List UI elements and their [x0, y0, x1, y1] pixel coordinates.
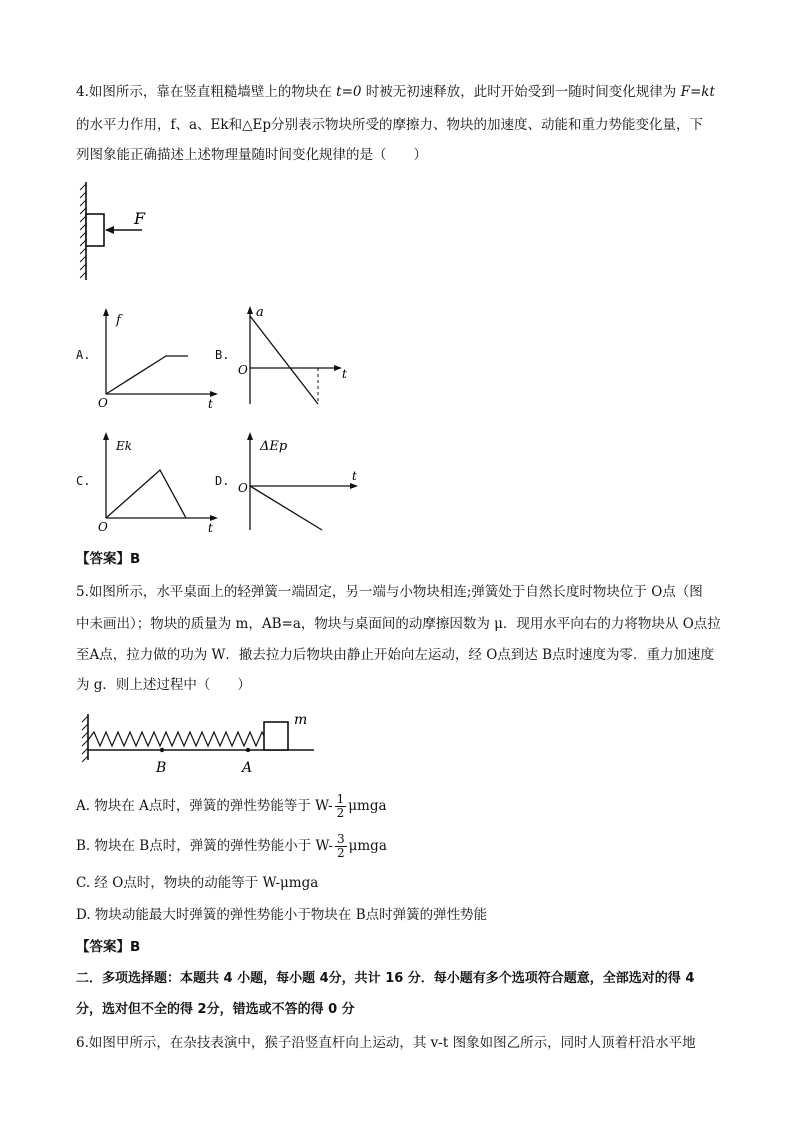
q5-option-d: D. 物块动能最大时弹簧的弹性势能小于物块在 B点时弹簧的弹性势能: [76, 907, 488, 923]
frac-den: 2: [336, 846, 345, 860]
q5-line-1: 5.如图所示，水平桌面上的轻弹簧一端固定，另一端与小物块相连;弹簧处于自然长度时物块位于 O点（图: [76, 584, 703, 600]
q4-option-d-graph: [236, 428, 366, 538]
q4-line-1: [76, 82, 715, 102]
q4-option-c-label: C.: [76, 474, 91, 488]
q5-option-a-post: μmga: [348, 798, 387, 814]
option-b-origin: O: [238, 363, 248, 377]
spring-fig-m: m: [294, 712, 308, 728]
option-a-xlabel: t: [208, 397, 213, 411]
option-b-xlabel: t: [342, 367, 347, 381]
frac-den: 2: [336, 806, 345, 820]
frac-num: 3: [336, 832, 345, 846]
q5-option-a-text: A. 物块在 A点时，弹簧的弹性势能等于 W-: [76, 798, 333, 814]
q4-option-c-graph: [96, 428, 226, 538]
q5-option-c: C. 经 O点时，物块的动能等于 W-μmga: [76, 875, 319, 891]
option-a-origin: O: [98, 396, 108, 410]
q5-option-b-post: μmga: [348, 838, 387, 854]
q4-option-a-label: A.: [76, 348, 91, 362]
q4-option-a-graph: [96, 304, 226, 414]
q4-text-a: 4.如图所示，靠在竖直粗糙墙壁上的物块在: [76, 84, 337, 100]
q4-t0: t=0: [336, 84, 362, 100]
q4-option-b-label: B.: [215, 348, 230, 362]
q4-line-3: 列图象能正确描述上述物理量随时间变化规律的是（ ）: [76, 147, 427, 163]
q5-line-4: 为 g．则上述过程中（ ）: [76, 677, 251, 693]
q5-option-b-text: B. 物块在 B点时，弹簧的弹性势能小于 W-: [76, 838, 333, 854]
spring-fig-a: A: [242, 760, 253, 776]
spring-fig-b: B: [156, 760, 167, 776]
option-d-xlabel: t: [352, 469, 357, 483]
q5-answer: 【答案】B: [76, 939, 141, 955]
q4-wall-block-figure: [60, 178, 180, 288]
q4-answer: 【答案】B: [76, 551, 141, 567]
q5-line-3: 至A点，拉力做的功为 W．撤去拉力后物块由静止开始向左运动，经 O点到达 B点时速度为零．重力加速度: [76, 647, 714, 663]
section-2-heading-line-2: 分，选对但不全的得 2分，错选或不答的得 0 分: [76, 1002, 355, 1017]
option-b-ylabel: a: [256, 305, 264, 320]
option-d-origin: O: [238, 481, 248, 495]
q5-option-a: [76, 792, 387, 820]
q4-option-d-label: D.: [215, 474, 230, 488]
q4-option-b-graph: [236, 302, 366, 412]
q4-line-2: 的水平力作用，f、a、Ek和△Ep分别表示物块所受的摩擦力、物块的加速度、动能和重力势能变化量，下: [76, 117, 703, 133]
q5-option-b: [76, 832, 387, 860]
option-c-xlabel: t: [208, 521, 213, 535]
force-label: F: [134, 209, 146, 228]
q5-line-2: 中未画出）；物块的质量为 m，AB=a，物块与桌面间的动摩擦因数为 μ．现用水平向右的力将物块从 O点拉: [76, 616, 721, 632]
option-c-ylabel: Ek: [116, 439, 133, 453]
q5-spring-figure: [74, 708, 324, 778]
frac-num: 1: [336, 792, 345, 806]
option-d-ylabel: ΔEp: [260, 439, 288, 454]
option-a-ylabel: f: [116, 313, 121, 328]
q6-line-1: 6.如图甲所示，在杂技表演中，猴子沿竖直杆向上运动，其 v-t 图象如图乙所示，同时人顶着杆沿水平地: [76, 1035, 696, 1051]
q5-option-b-fraction: [335, 833, 347, 860]
section-2-heading-line-1: 二．多项选择题：本题共 4 小题，每小题 4分，共计 16 分．每小题有多个选项符合题意，全部选对的得 4: [76, 971, 695, 986]
q5-option-a-fraction: [335, 793, 347, 820]
q4-text-b: 时被无初速释放，此时开始受到一随时间变化规律为: [361, 84, 681, 100]
option-c-origin: O: [98, 520, 108, 534]
q4-force-law: F=kt: [680, 84, 715, 100]
